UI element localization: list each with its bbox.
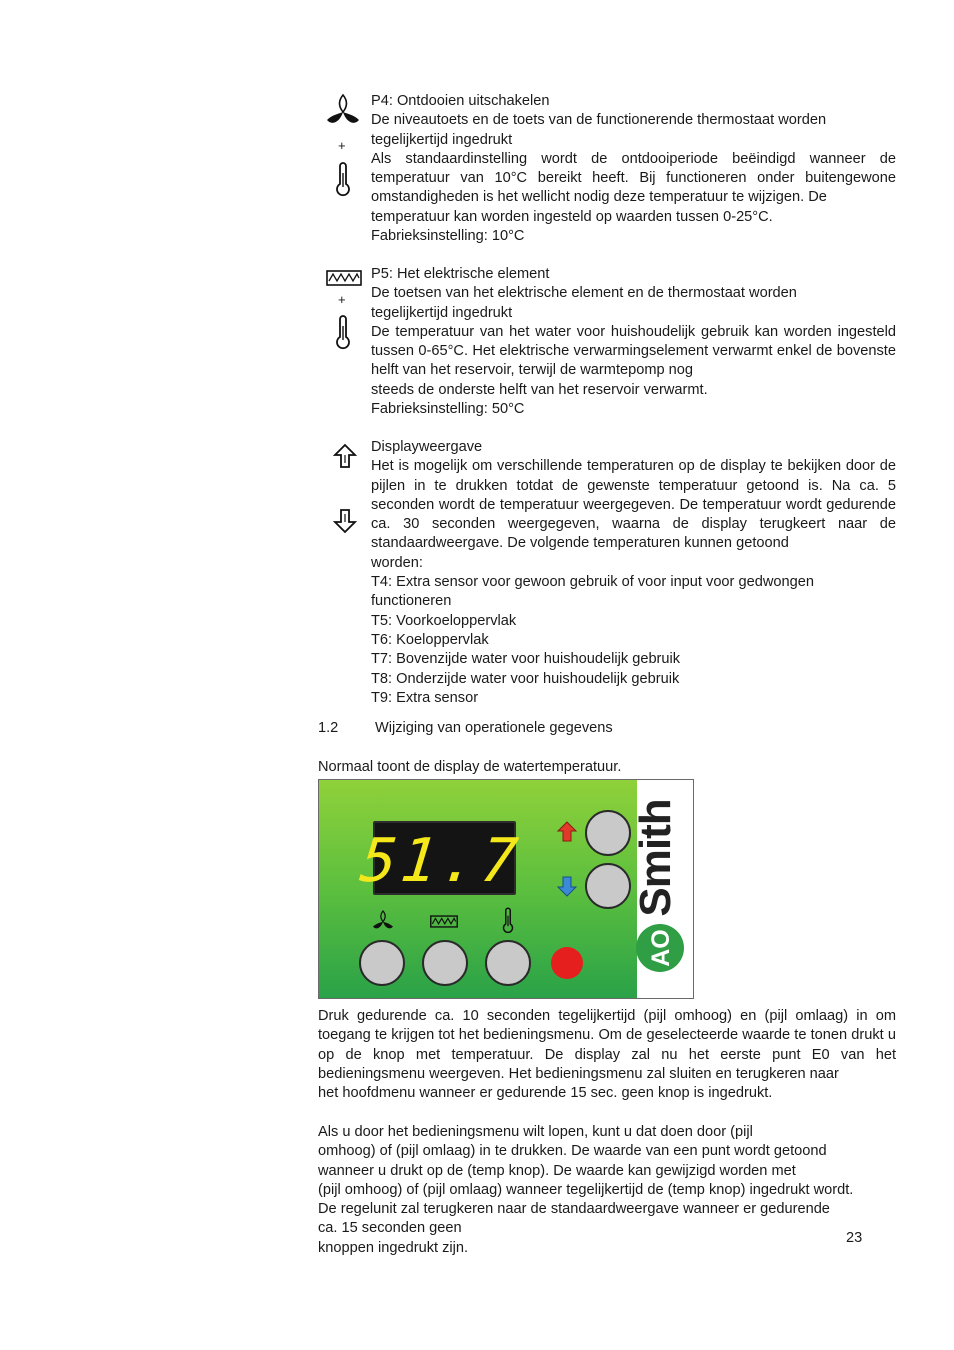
display-value: 51.7 [357, 826, 525, 896]
thermostat-button[interactable] [485, 940, 531, 986]
text-line: het hoofdmenu wanneer er gedurende 15 sec. geen knop is ingedrukt. [318, 1085, 773, 1102]
text-line: Het is mogelijk om verschillende temperaturen op de display te bekijken [371, 458, 846, 475]
text-line: T5: Voorkoeloppervlak [371, 612, 517, 629]
text-line: De regelunit zal terugkeren naar de standaardweergave wanneer er gedurende [318, 1201, 830, 1218]
text-line: knoppen ingedrukt zijn. [318, 1239, 469, 1256]
text-line: gedurende ca. 30 seconden weergegeven, waarna de display terugkeert [371, 496, 896, 533]
section-heading-1-2 [318, 719, 896, 738]
text-line: Als standaardinstelling wordt de ontdooiperiode beëindigd wanneer de [371, 150, 896, 167]
text-line: temperatuur van 10°C bereikt heeft. Bij functioneren onder buitengewone [371, 170, 896, 187]
heating-element-icon [326, 270, 362, 286]
text-line: ca. 15 seconden geen [318, 1220, 462, 1237]
control-panel-face [319, 780, 637, 998]
text-line: De toetsen van het elektrische element en de thermostaat worden [371, 285, 797, 302]
svg-text:AO: AO [647, 929, 675, 967]
text-line: Druk gedurende ca. 10 seconden tegelijkertijd (pijl omhoog) en (pijl omlaag) in om [318, 1008, 896, 1024]
thermometer-icon [335, 316, 351, 350]
paragraph-1 [318, 1007, 896, 1103]
brand-strip [631, 780, 693, 998]
text-line: Fabrieksinstelling: 10°C [371, 228, 525, 245]
section-p5 [371, 265, 896, 419]
heating-element-icon [430, 915, 458, 928]
text-line: drukt u op de knop met temperatuur. De display zal nu het eerste punt E0 van het [318, 1027, 897, 1063]
text-line: naar de standaardweergave. De volgende temperaturen kunnen getoond [371, 516, 897, 552]
section-display-title: Displayweergave [371, 439, 483, 455]
fan-icon [326, 95, 360, 127]
section-p5-body [371, 284, 896, 419]
text-line: tegelijkertijd ingedrukt [371, 131, 513, 148]
text-line: ca. 5 seconden wordt de temperatuur weergegeven. De temperatuur wordt [371, 477, 897, 513]
text-line: toegang te krijgen tot het bedieningsmenu. Om de geselecteerde waarde te tonen [318, 1027, 852, 1044]
status-led [551, 947, 583, 979]
arrow-up-icon [333, 443, 357, 469]
text-line: omhoog) of (pijl omlaag) in te drukken. De waarde van een punt wordt getoond [318, 1143, 827, 1160]
thermometer-icon [502, 908, 514, 934]
intro-line: Normaal toont de display de watertemperatuur. [318, 759, 622, 775]
text-line: bedieningsmenu weergeven. Het bedieningsmenu zal sluiten en terugkeren naar [318, 1065, 839, 1082]
text-line: tegelijkertijd ingedrukt [371, 304, 513, 321]
text-line: Als u door het bedieningsmenu wilt lopen, kunt u dat doen door (pijl [318, 1124, 753, 1140]
text-line: functioneren [371, 593, 452, 610]
thermometer-icon [335, 163, 351, 197]
text-line: steeds de onderste helft van het reservoir verwarmt. [371, 381, 708, 398]
section-p4-body [371, 111, 896, 246]
section-display-body [371, 457, 896, 708]
ao-smith-logo [631, 780, 693, 998]
text-line: De niveautoets en de toets van de functionerende thermostaat worden [371, 112, 827, 129]
text-line: T9: Extra sensor [371, 689, 479, 706]
arrow-down-button[interactable] [585, 863, 631, 909]
fan-button[interactable] [359, 940, 405, 986]
fan-icon [372, 911, 394, 931]
paragraph-2 [318, 1123, 896, 1258]
text-line: Fabrieksinstelling: 50°C [371, 401, 525, 418]
display-digits [357, 823, 525, 896]
arrow-up-button[interactable] [585, 810, 631, 856]
section-p4-title: P4: Ontdooien uitschakelen [371, 93, 550, 109]
svg-text:Smith: Smith [631, 799, 680, 917]
plus-sign: + [338, 292, 346, 307]
arrow-up-icon [557, 821, 577, 843]
text-line: T7: Bovenzijde water voor huishoudelijk gebruik [371, 651, 681, 668]
arrow-down-icon [333, 508, 357, 534]
text-line: omstandigheden is het wellicht nodig deze temperatuur te wijzigen. De [371, 189, 827, 206]
page-number: 23 [846, 1230, 863, 1246]
arrow-down-icon [557, 875, 577, 897]
section-title: Wijziging van operationele gegevens [375, 720, 613, 736]
text-line: worden: [371, 554, 423, 571]
section-p5-title: P5: Het elektrische element [371, 266, 550, 282]
control-panel-image [318, 779, 694, 999]
heating-element-button[interactable] [422, 940, 468, 986]
text-line: temperatuur kan worden ingesteld op waarden tussen 0-25°C. [371, 208, 773, 225]
text-line: ingesteld tussen 0-65°C. Het elektrische verwarmingselement verwarmt [371, 323, 896, 360]
temperature-display [357, 821, 525, 896]
text-line: De temperatuur van het water voor huishoudelijk gebruik kan worden [371, 323, 838, 340]
text-line: T8: Onderzijde water voor huishoudelijk gebruik [371, 670, 680, 687]
section-number: 1.2 [318, 720, 339, 736]
text-line: wanneer u drukt op de (temp knop). De waarde kan gewijzigd worden met [318, 1162, 796, 1179]
text-line: door de pijlen in te drukken totdat de gewenste temperatuur getoond is. Na [371, 458, 896, 494]
text-line: T4: Extra sensor voor gewoon gebruik of voor input voor gedwongen [371, 574, 814, 591]
text-line: T6: Koeloppervlak [371, 631, 489, 648]
plus-sign: + [338, 138, 346, 153]
text-line: enkel de bovenste helft van het reservoir, terwijl de warmtepomp nog [371, 343, 896, 379]
section-display [371, 438, 896, 708]
section-p4 [371, 92, 896, 246]
text-line: (pijl omhoog) of (pijl omlaag) wanneer tegelijkertijd de (temp knop) ingedrukt wordt. [318, 1181, 854, 1198]
